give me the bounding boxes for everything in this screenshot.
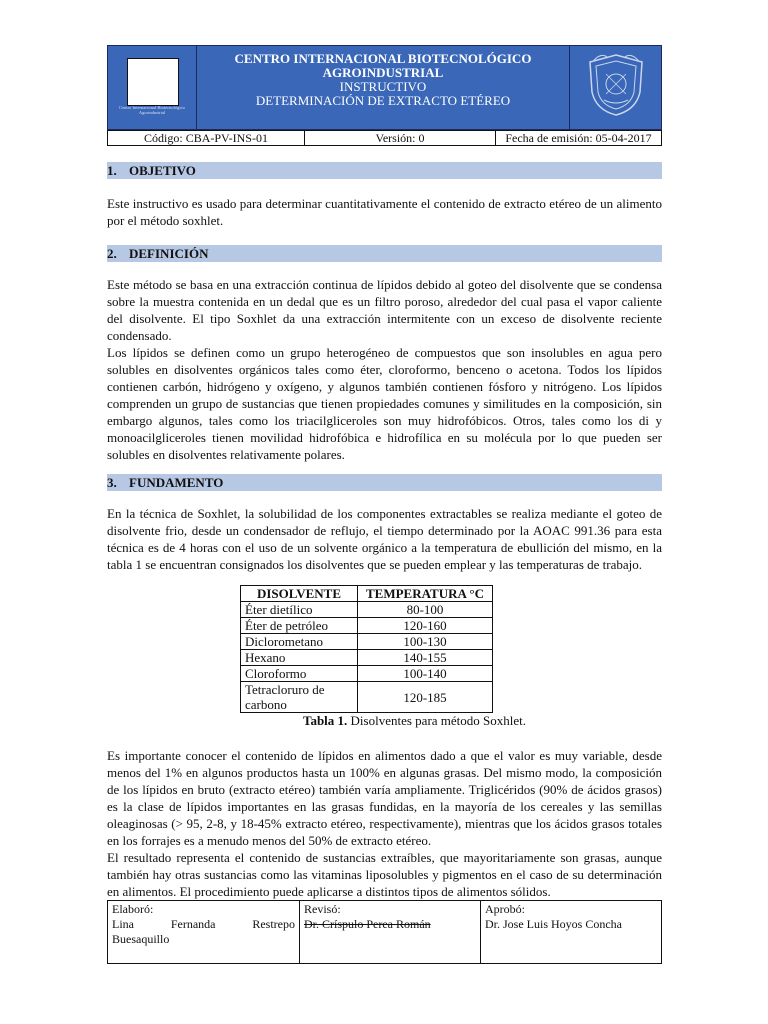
section-fundamento-heading xyxy=(107,474,662,491)
left-logo-cell xyxy=(108,46,197,130)
table-row xyxy=(241,666,493,682)
header-title-cell xyxy=(197,46,570,130)
table-caption-text: Disolventes para método Soxhlet. xyxy=(347,713,527,728)
solvent-name: Diclorometano xyxy=(241,634,358,650)
aprobo-cell xyxy=(481,901,662,964)
elaboro-cell xyxy=(108,901,300,964)
section-title: FUNDAMENTO xyxy=(129,475,224,490)
logo-caption: Centro Internacional Biotecnológico Agroindustrial xyxy=(119,105,185,115)
right-logo-cell xyxy=(570,46,662,130)
solvent-name: Tetracloruro de carbono xyxy=(241,682,358,713)
section-title: OBJETIVO xyxy=(129,163,196,178)
signature-footer xyxy=(107,900,662,964)
doc-version: Versión: 0 xyxy=(305,131,496,146)
solvent-temperature: 80-100 xyxy=(358,602,493,618)
reviso-label: Revisó: xyxy=(304,902,341,916)
reviso-name: Dr. Críspulo Perea Román xyxy=(304,917,431,931)
elaboro-name-word: Restrepo xyxy=(252,917,295,931)
university-seal-icon xyxy=(584,52,648,118)
solvent-name: Éter de petróleo xyxy=(241,618,358,634)
table-header-temperatura: TEMPERATURA °C xyxy=(358,586,493,602)
section-number: 3. xyxy=(107,475,117,490)
elaboro-name-word: Fernanda xyxy=(170,917,216,931)
document-meta xyxy=(107,130,662,146)
solvents-table xyxy=(240,585,493,713)
solvent-temperature: 120-160 xyxy=(358,618,493,634)
aprobo-label: Aprobó: xyxy=(485,902,525,916)
aprobo-name: Dr. Jose Luis Hoyos Concha xyxy=(485,917,622,931)
doc-type: INSTRUCTIVO xyxy=(339,79,427,94)
definicion-paragraph-1: Este método se basa en una extracción continua de lípidos debido al goteo del disolvente que se condensa sobre la muestra contenida en un dedal que es un filtro poroso, alrededor del cual pasa el vapor caliente del disolvente. El tipo Soxhlet da una extracción intermitente con un exceso de disolvente reciente condensado. xyxy=(107,277,662,343)
definicion-paragraph-2: Los lípidos se definen como un grupo heterogéneo de compuestos que son insolubles en agua pero solubles en disolventes orgánicos tales como éter, cloroformo, benceno o acetona. Todos los lípidos contienen carbón, hidrógeno y oxígeno, y algunos también contienen fósforo y nitrógeno. Los lípidos comprenden un grupo de sustancias que tienen propiedades comunes y similitudes en la composición, sin embargo algunos, tales como los triacilgliceroles son muy hidrofóbicos. Otros, tales como los di y monoacilgliceroles tienen movilidad hidrofóbica e hidrofílica en su molécula por lo que pueden ser solubles en disolventes relativamente polares. xyxy=(107,345,662,462)
section-number: 2. xyxy=(107,246,117,261)
section-number: 1. xyxy=(107,163,117,178)
table-header-row xyxy=(241,586,493,602)
elaboro-name-line1 xyxy=(112,917,295,932)
elaboro-label: Elaboró: xyxy=(112,902,154,916)
org-name-line1: CENTRO INTERNACIONAL BIOTECNOLÓGICO xyxy=(234,51,532,66)
org-name-line2: AGROINDUSTRIAL xyxy=(322,65,444,80)
doc-code: Código: CBA-PV-INS-01 xyxy=(108,131,305,146)
table-row xyxy=(241,618,493,634)
fundamento-paragraph-1: En la técnica de Soxhlet, la solubilidad de los componentes extractables se realiza mediante el goteo de disolvente frio, desde un condensador de reflujo, el tiempo determinado por la AOAC 991.36 para esta técnica es de 4 horas con el uso de un solvente orgánico a la temperatura de ebullición del mismo, en la tabla 1 se encuentran consignados los disolventes que se pueden emplear y las temperaturas de trabajo. xyxy=(107,506,662,572)
table-header-disolvente: DISOLVENTE xyxy=(241,586,358,602)
solvent-temperature: 100-130 xyxy=(358,634,493,650)
fundamento-paragraph-3: El resultado representa el contenido de sustancias extraíbles, que mayoritariamente son grasas, aunque también hay otras sustancias como las vitaminas liposolubles y pigmentos en el caso de su determinación en alimentos. El procedimiento puede aplicarse a distintos tipos de alimentos sólidos. xyxy=(107,850,662,899)
reviso-cell xyxy=(300,901,481,964)
document-page xyxy=(107,45,662,900)
logo-placeholder xyxy=(127,58,179,106)
section-title: DEFINICIÓN xyxy=(129,246,209,261)
table-row xyxy=(241,650,493,666)
doc-title: DETERMINACIÓN DE EXTRACTO ETÉREO xyxy=(255,93,511,108)
table-row xyxy=(241,682,493,713)
table-caption xyxy=(167,713,662,729)
section-definicion-heading xyxy=(107,245,662,262)
doc-issue-date: Fecha de emisión: 05-04-2017 xyxy=(496,131,662,146)
solvent-name: Cloroformo xyxy=(241,666,358,682)
solvent-temperature: 120-185 xyxy=(358,682,493,713)
document-header xyxy=(107,45,662,130)
solvent-name: Éter dietílico xyxy=(241,602,358,618)
elaboro-name-word: Lina xyxy=(112,917,134,931)
solvent-name: Hexano xyxy=(241,650,358,666)
elaboro-name-line2: Buesaquillo xyxy=(112,932,170,946)
table-row xyxy=(241,602,493,618)
objetivo-text: Este instructivo es usado para determinar cuantitativamente el contenido de extracto etéreo de un alimento por el método soxhlet. xyxy=(107,196,662,228)
section-objetivo-heading xyxy=(107,162,662,179)
fundamento-paragraph-2: Es importante conocer el contenido de lípidos en alimentos dado a que el valor es muy variable, desde menos del 1% en algunos productos hasta un 100% en algunas grasas. Del mismo modo, la composición de los lípidos en bruto (extracto etéreo) también varía ampliamente. Triglicéridos (90% de ácidos grasos) es la clase de lípidos importantes en las grasas fundidas, en la mayoría de los cereales y las semillas oleaginosas (> 95, 2-8, y 18-45% extracto etéreo, respectivamente), mientras que los ácidos grasos totales en los forrajes es a menudo menos del 50% de extracto etéreo. xyxy=(107,748,662,848)
solvent-temperature: 140-155 xyxy=(358,650,493,666)
solvent-temperature: 100-140 xyxy=(358,666,493,682)
table-row xyxy=(241,634,493,650)
table-caption-label: Tabla 1. xyxy=(302,713,348,728)
